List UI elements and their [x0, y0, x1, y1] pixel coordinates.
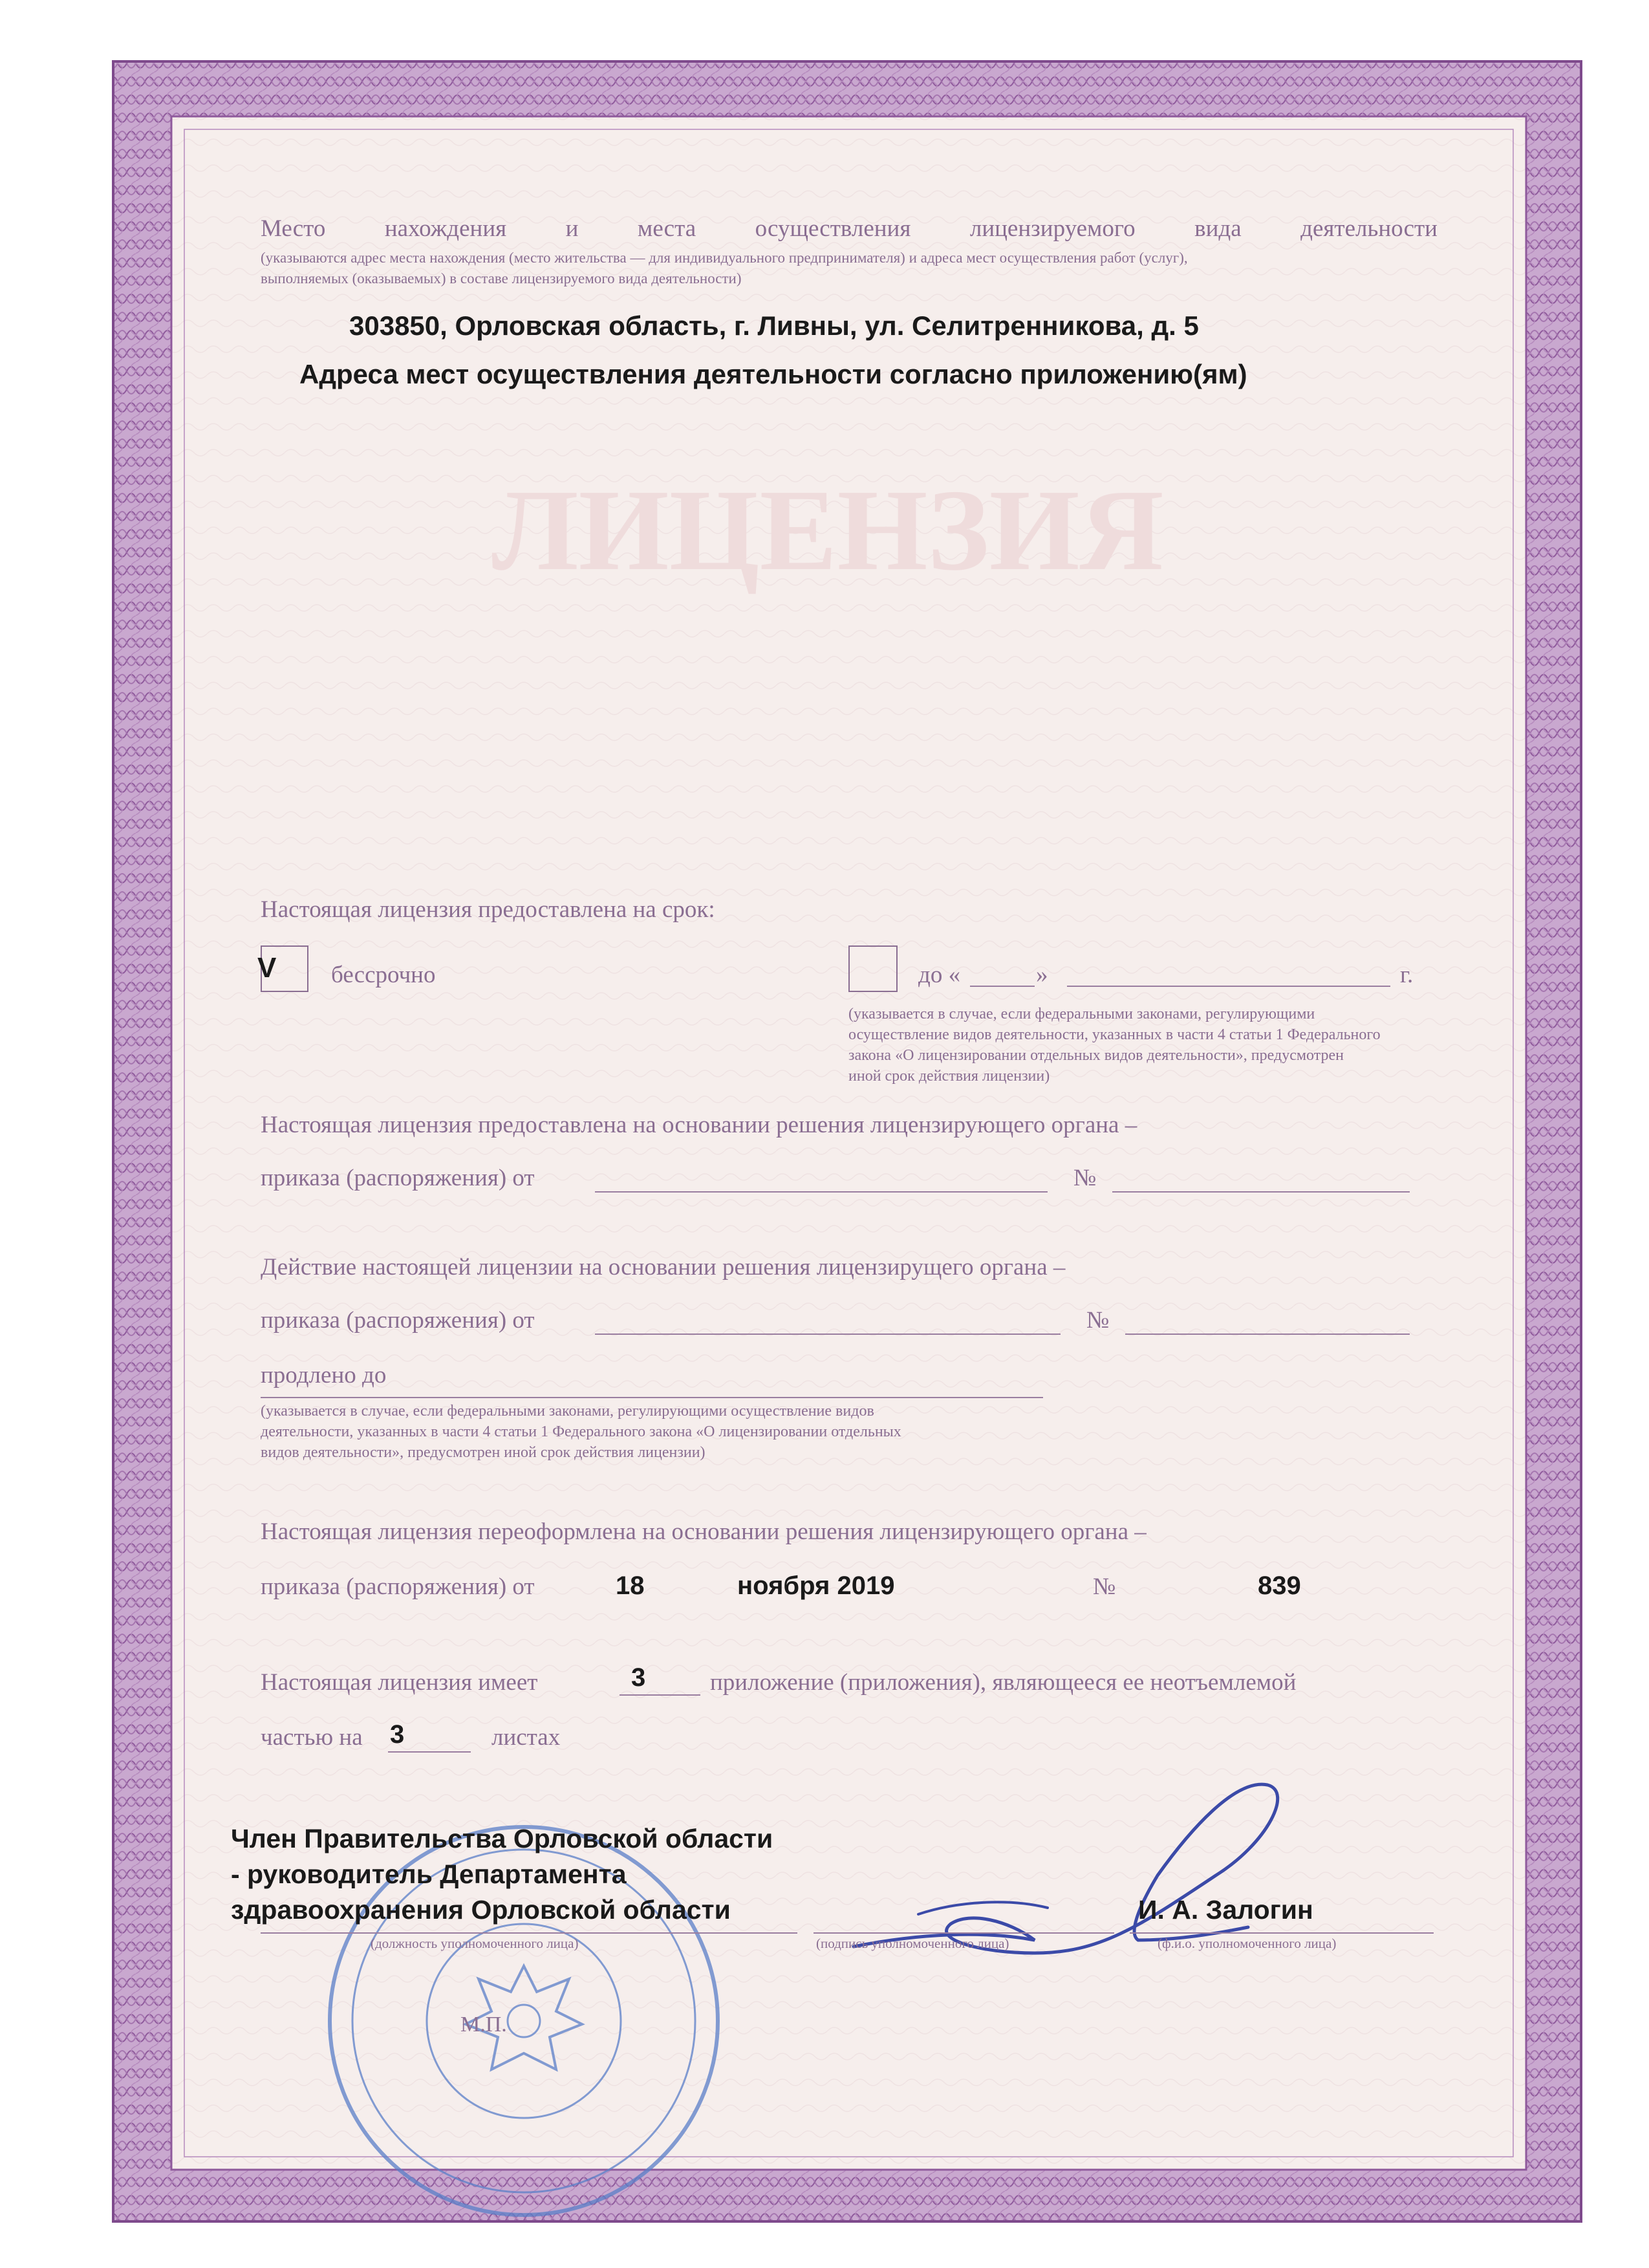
term-note-1: (указывается в случае, если федеральными законами, регулирующими: [848, 1006, 1315, 1022]
term-note-3: закона «О лицензировании отдельных видов деятельности», предусмотрен: [848, 1047, 1344, 1064]
extension-number-line: [1125, 1334, 1410, 1335]
reissue-day: 18: [616, 1571, 645, 1600]
position-line: [261, 1932, 797, 1934]
appendices-sheets: 3: [390, 1720, 405, 1749]
signer-position-2: - руководитель Департамента: [231, 1859, 627, 1889]
until-day-line: [970, 986, 1035, 987]
appendices-middle: приложение (приложения), являющееся ее неотъемлемой: [710, 1669, 1297, 1696]
extension-line: Действие настоящей лицензии на основании решения лицензирущего органа –: [261, 1254, 1066, 1280]
reissue-month-year: ноября 2019: [737, 1571, 895, 1600]
reissue-order-number: 839: [1258, 1571, 1301, 1600]
extension-note-2: деятельности, указанных в части 4 статьи 1 Федерального закона «О лицензировании отдельных: [261, 1423, 901, 1440]
until-date-line: [1067, 986, 1390, 987]
basis-order-label: приказа (распоряжения) от: [261, 1165, 535, 1191]
term-note-2: осуществление видов деятельности, указанных в части 4 статьи 1 Федерального: [848, 1026, 1381, 1043]
name-line: [1130, 1932, 1434, 1934]
extension-note-3: видов деятельности», предусмотрен иной срок действия лицензии): [261, 1444, 706, 1461]
basis-number-line: [1112, 1191, 1410, 1193]
term-heading: Настоящая лицензия предоставлена на срок:: [261, 896, 715, 923]
appendices-part-prefix: частью на: [261, 1724, 363, 1751]
appendices-sheets-suffix: листах: [491, 1724, 561, 1751]
location-note-2: выполняемых (оказываемых) в составе лицензируемого вида деятельности): [261, 270, 742, 286]
location-heading-word: деятельности: [1300, 215, 1438, 242]
extension-number-sign: №: [1086, 1307, 1110, 1334]
until-year-suffix: г.: [1400, 962, 1414, 988]
appendices-sheets-line: [388, 1751, 471, 1753]
location-heading-word: и: [565, 215, 579, 242]
location-heading-word: осуществления: [755, 215, 911, 242]
term-note-4: иной срок действия лицензии): [848, 1068, 1050, 1085]
indefinite-label: бессрочно: [331, 962, 436, 988]
reissue-order-label: приказа (распоряжения) от: [261, 1573, 535, 1600]
extension-date-line: [595, 1334, 1061, 1335]
location-heading-word: места: [637, 215, 696, 242]
seal-mark: М.П.: [460, 2013, 507, 2036]
until-quote-close: »: [1036, 962, 1048, 988]
appendices-prefix: Настоящая лицензия имеет: [261, 1669, 538, 1696]
location-heading: [261, 215, 1438, 243]
extended-until-line: [261, 1397, 1043, 1398]
location-note-1: (указываются адрес места нахождения (место жительства — для индивидуального предпринимателя) и адреса мест осуществления работ (услуг),: [261, 250, 1188, 266]
until-prefix: до «: [918, 962, 961, 988]
basis-number-sign: №: [1073, 1165, 1097, 1191]
basis-line: Настоящая лицензия предоставлена на основании решения лицензирующего органа –: [261, 1112, 1137, 1138]
check-mark-icon: V: [257, 952, 277, 984]
location-heading-word: нахождения: [384, 215, 507, 242]
show-through-text: ЛИЦЕНЗИЯ: [491, 466, 1164, 594]
signer-position-3: здравоохранения Орловской области: [231, 1895, 731, 1925]
appendices-count-line: [620, 1694, 700, 1696]
until-date-checkbox[interactable]: [848, 945, 898, 992]
license-address: 303850, Орловская область, г. Ливны, ул. Селитренникова, д. 5: [349, 310, 1199, 341]
location-heading-word: лицензируемого: [969, 215, 1136, 242]
location-heading-word: Место: [261, 215, 326, 242]
reissue-number-sign: №: [1093, 1573, 1116, 1600]
name-caption: (ф.и.о. уполномоченного лица): [1158, 1936, 1337, 1951]
location-heading-word: вида: [1194, 215, 1242, 242]
appendices-count: 3: [631, 1663, 646, 1692]
extended-until-label: продлено до: [261, 1362, 387, 1388]
basis-date-line: [595, 1191, 1048, 1193]
extension-note-1: (указывается в случае, если федеральными законами, регулирующими осуществление видов: [261, 1403, 874, 1420]
activity-addresses: Адреса мест осуществления деятельности согласно приложению(ям): [299, 359, 1247, 389]
extension-order-label: приказа (распоряжения) от: [261, 1307, 535, 1334]
signer-name: И. А. Залогин: [1138, 1895, 1313, 1925]
signature-line: [814, 1932, 1114, 1934]
signer-position-1: Член Правительства Орловской области: [231, 1824, 773, 1853]
signature-caption: (подпись уполномоченного лица): [816, 1936, 1009, 1951]
reissue-line: Настоящая лицензия переоформлена на основании решения лицензирующего органа –: [261, 1518, 1147, 1545]
position-caption: (должность уполномоченного лица): [371, 1936, 579, 1951]
